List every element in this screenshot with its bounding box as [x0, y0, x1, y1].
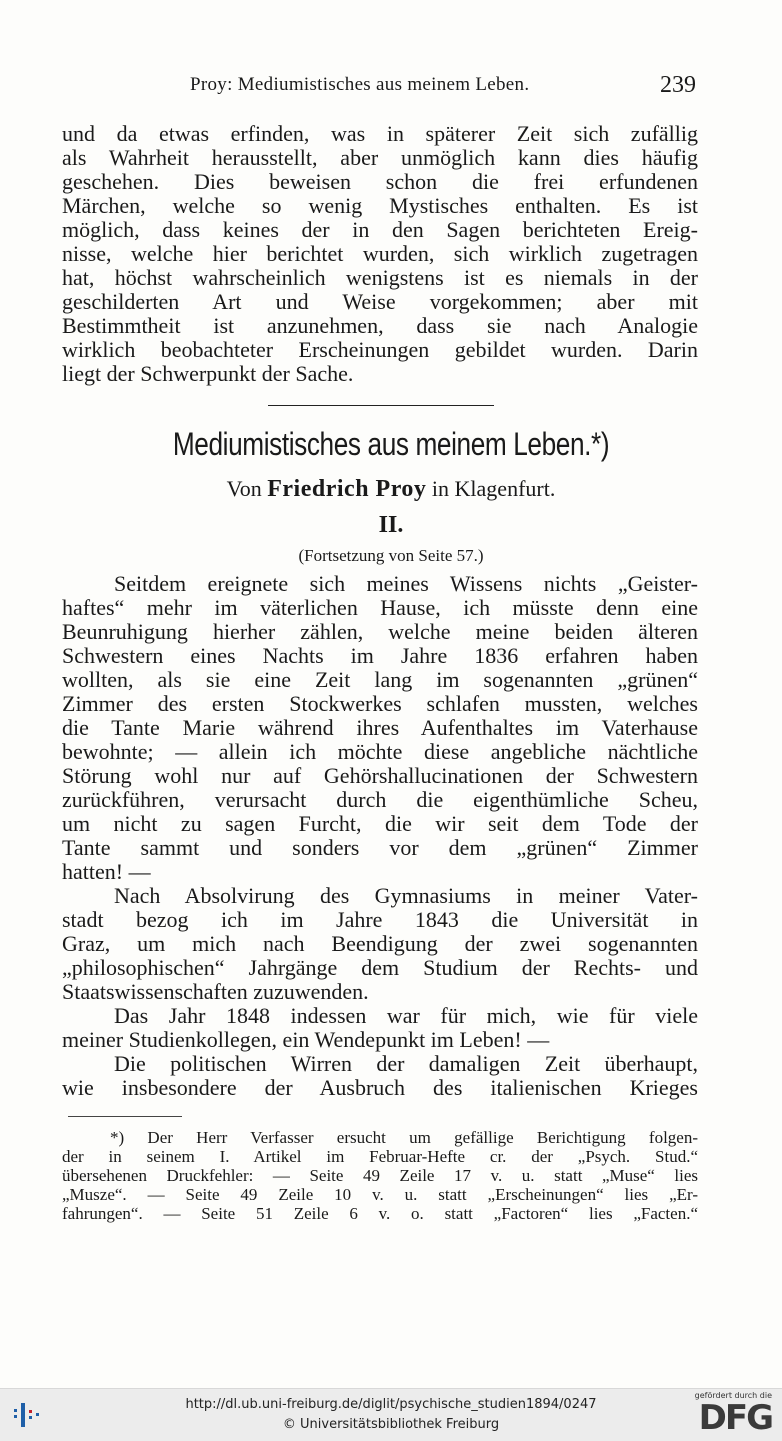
- text-line: die Tante Marie während ihres Aufenthaltes im Vaterhause: [62, 716, 698, 740]
- text-line: nisse, welche hier berichtet wurden, sich wirklich zugetragen: [62, 242, 698, 266]
- text-line: Störung wohl nur auf Gehörshallucinationen der Schwestern: [62, 764, 698, 788]
- text-line: Das Jahr 1848 indessen war für mich, wie für viele: [114, 1004, 698, 1028]
- dfg-logo-icon[interactable]: [690, 1391, 772, 1439]
- text-line: um nicht zu sagen Furcht, die wir seit dem Tode der: [62, 812, 698, 836]
- text-line: bewohnte; — allein ich möchte diese angebliche nächtliche: [62, 740, 698, 764]
- footnote-line: *) Der Herr Verfasser ersucht um gefällige Berichtigung folgen-: [110, 1128, 698, 1147]
- footnote: [62, 1128, 698, 1223]
- digital-library-footer: [0, 1388, 782, 1441]
- footnote-line: fahrungen“. — Seite 51 Zeile 6 v. o. statt „Factoren“ lies „Facten.“: [62, 1204, 698, 1223]
- text-line: wollten, als sie eine Zeit lang im sogenannten „grünen“: [62, 668, 698, 692]
- running-title: Proy: Mediumistisches aus meinem Leben.: [190, 74, 530, 95]
- copyright-notice: © Universitätsbibliothek Freiburg: [282, 1417, 500, 1432]
- footnote-line: der in seinem I. Artikel im Februar-Hefte cr. der „Psych. Stud.“: [62, 1147, 698, 1166]
- text-line: „philosophischen“ Jahrgänge dem Studium der Rechts- und: [62, 956, 698, 980]
- text-line: wirklich beobachteter Erscheinungen gebildet wurden. Darin: [62, 338, 698, 362]
- text-line: als Wahrheit herausstellt, aber unmöglich kann dies häufig: [62, 146, 698, 170]
- footnote-divider: [68, 1116, 182, 1117]
- text-line: liegt der Schwerpunkt der Sache.: [62, 362, 354, 386]
- text-line: Seitdem ereignete sich meines Wissens nichts „Geister-: [114, 572, 698, 596]
- article-body: [62, 572, 698, 1100]
- dfg-caption: gefördert durch die: [694, 1391, 772, 1400]
- intro-paragraph: [62, 122, 698, 386]
- page-number: 239: [660, 72, 696, 98]
- text-line: hatten! —: [62, 860, 151, 884]
- text-line: hat, höchst wahrscheinlich wenigstens ist es niemals in der: [62, 266, 698, 290]
- author-name: Friedrich Proy: [267, 476, 427, 502]
- page-url[interactable]: http://dl.ub.uni-freiburg.de/diglit/psychische_studien1894/0247: [185, 1397, 597, 1412]
- text-line: geschehen. Dies beweisen schon die frei erfundenen: [62, 170, 698, 194]
- text-line: Bestimmtheit ist anzunehmen, dass sie nach Analogie: [62, 314, 698, 338]
- continuation-note: (Fortsetzung von Seite 57.): [298, 546, 484, 565]
- footnote-line: übersehenen Druckfehler: — Seite 49 Zeile 17 v. u. statt „Muse“ lies: [62, 1166, 698, 1185]
- text-line: Graz, um mich nach Beendigung der zwei sogenannten: [62, 932, 698, 956]
- byline: [0, 476, 782, 503]
- section-divider: [268, 405, 494, 406]
- text-line: und da etwas erfinden, was in späterer Zeit sich zufällig: [62, 122, 698, 146]
- text-line: Zimmer des ersten Stockwerkes schlafen mussten, welches: [62, 692, 698, 716]
- text-line: stadt bezog ich im Jahre 1843 die Universität in: [62, 908, 698, 932]
- byline-suffix: in Klagenfurt.: [431, 476, 556, 501]
- text-line: Märchen, welche so wenig Mystisches enthalten. Es ist: [62, 194, 698, 218]
- text-line: möglich, dass keines der in den Sagen berichteten Ereig-: [62, 218, 698, 242]
- footnote-line: „Musze“. — Seite 49 Zeile 10 v. u. statt „Erscheinungen“ lies „Er-: [62, 1185, 698, 1204]
- text-line: Staatswissenschaften zuzuwenden.: [62, 980, 369, 1004]
- byline-prefix: Von: [226, 476, 262, 501]
- article-title: Mediumistisches aus meinem Leben.*): [172, 426, 610, 462]
- text-line: Nach Absolvirung des Gymnasiums in meiner Vater-: [114, 884, 698, 908]
- text-line: meiner Studienkollegen, ein Wendepunkt im Leben! —: [62, 1028, 550, 1052]
- running-header: [0, 72, 782, 102]
- text-line: wie insbesondere der Ausbruch des italienischen Krieges: [62, 1076, 698, 1100]
- part-number: II.: [378, 512, 404, 538]
- text-line: Die politischen Wirren der damaligen Zeit überhaupt,: [114, 1052, 698, 1076]
- text-line: haftes“ mehr im väterlichen Hause, ich müsste denn eine: [62, 596, 698, 620]
- text-line: geschilderten Art und Weise vorgekommen; aber mit: [62, 290, 698, 314]
- text-line: zurückführen, verursacht durch die eigenthümliche Scheu,: [62, 788, 698, 812]
- text-line: Tante sammt und sonders vor dem „grünen“ Zimmer: [62, 836, 698, 860]
- text-line: Beunruhigung hierher zählen, welche meine beiden älteren: [62, 620, 698, 644]
- dfg-logo-text: DFG: [698, 1398, 772, 1438]
- text-line: Schwestern eines Nachts im Jahre 1836 erfahren haben: [62, 644, 698, 668]
